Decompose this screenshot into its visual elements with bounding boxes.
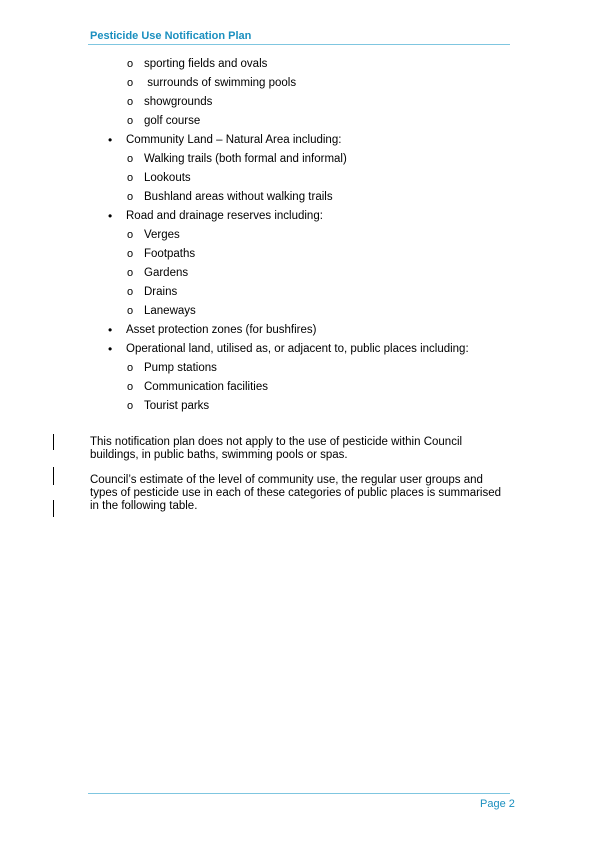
circle-bullet-icon: o (127, 191, 134, 203)
circle-bullet-icon: o (127, 305, 134, 317)
sub-list-item (0, 150, 599, 169)
sub-list-item (0, 378, 599, 397)
list-item-text: Communication facilities (144, 381, 268, 393)
list-item-text: Verges (144, 229, 180, 241)
circle-bullet-icon: o (127, 400, 134, 412)
circle-bullet-icon: o (127, 248, 134, 260)
list-item (0, 207, 599, 226)
change-bar (53, 434, 54, 450)
list-item-text: sporting fields and ovals (144, 58, 268, 70)
circle-bullet-icon: o (127, 267, 134, 279)
list-item-text: Pump stations (144, 362, 217, 374)
circle-bullet-icon: o (127, 229, 134, 241)
list-item-text: Community Land – Natural Area including: (126, 134, 342, 146)
bullet-icon: • (108, 342, 113, 356)
sub-list-item (0, 302, 599, 321)
sub-list-item (0, 264, 599, 283)
circle-bullet-icon: o (127, 172, 134, 184)
list-item (0, 340, 599, 359)
list-item-text: showgrounds (144, 96, 213, 108)
sub-list-item (0, 283, 599, 302)
bullet-list (0, 55, 599, 416)
circle-bullet-icon: o (127, 96, 134, 108)
sub-list-item (0, 93, 599, 112)
list-item-text: Tourist parks (144, 400, 210, 412)
list-item-text: Road and drainage reserves including: (126, 210, 323, 222)
list-item (0, 321, 599, 340)
list-item-text: Operational land, utilised as, or adjacent to, public places including: (126, 343, 469, 355)
list-item-text: Asset protection zones (for bushfires) (126, 324, 317, 336)
circle-bullet-icon: o (127, 58, 134, 70)
bullet-icon: • (108, 323, 113, 337)
list-item-text: Footpaths (144, 248, 196, 260)
list-item-text: Walking trails (both formal and informal) (144, 153, 347, 165)
list-item-text: Bushland areas without walking trails (144, 191, 333, 203)
circle-bullet-icon: o (127, 286, 134, 298)
list-item-text: Drains (144, 286, 178, 298)
paragraph-scope: This notification plan does not apply to the use of pesticide within Council buildings, in public baths, swimming pools or spas. (90, 436, 463, 461)
list-item-text: Lookouts (144, 172, 191, 184)
bullet-icon: • (108, 209, 113, 223)
sub-list-item (0, 112, 599, 131)
sub-list-item (0, 74, 599, 93)
bullet-icon: • (108, 133, 113, 147)
circle-bullet-icon: o (127, 381, 134, 393)
footer-divider (88, 793, 510, 794)
change-bar (53, 467, 54, 485)
list-item-text: surrounds of swimming pools (144, 77, 297, 89)
sub-list-item (0, 226, 599, 245)
circle-bullet-icon: o (127, 115, 134, 127)
sub-list-item (0, 245, 599, 264)
change-bar (53, 500, 54, 517)
list-item-text: golf course (144, 115, 201, 127)
header-divider (88, 44, 510, 45)
circle-bullet-icon: o (127, 362, 134, 374)
page-number: Page 2 (480, 798, 515, 810)
page-header-title: Pesticide Use Notification Plan (90, 30, 252, 42)
sub-list-item (0, 397, 599, 416)
list-item-text: Laneways (144, 305, 196, 317)
circle-bullet-icon: o (127, 77, 134, 89)
sub-list-item (0, 359, 599, 378)
list-item (0, 131, 599, 150)
list-item-text: Gardens (144, 267, 189, 279)
sub-list-item (0, 169, 599, 188)
sub-list-item (0, 55, 599, 74)
paragraph-estimate: Council’s estimate of the level of community use, the regular user groups and types of pesticide use in each of these categories of public places is summarised in the following table. (90, 474, 502, 512)
sub-list-item (0, 188, 599, 207)
circle-bullet-icon: o (127, 153, 134, 165)
